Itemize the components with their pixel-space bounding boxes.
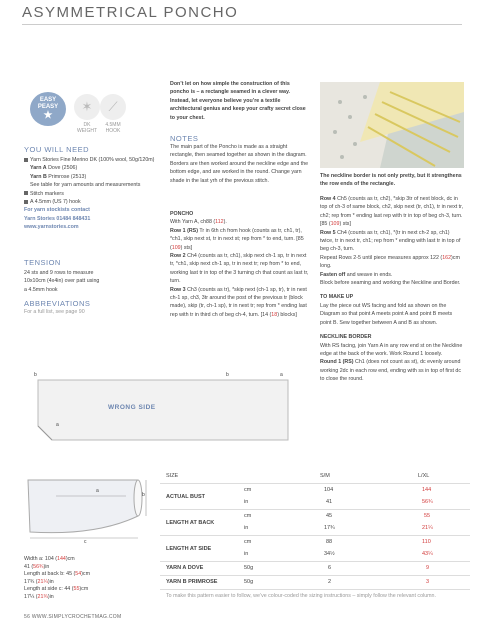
col-lxl: L/XL <box>418 473 430 479</box>
instructions-right <box>320 195 464 384</box>
make-up-heading: TO MAKE UP <box>320 294 354 301</box>
poncho-photo <box>320 82 464 168</box>
tension-line-3: a 4.5mm hook <box>24 286 58 293</box>
tension-heading: TENSION <box>24 258 61 267</box>
table-note: To make this pattern easier to follow, we’ve colour-coded the sizing instructions – simply follow the relevant column. <box>166 593 436 599</box>
yarn-weight-label: DK WEIGHT <box>77 122 97 134</box>
wrong-side-shape <box>30 372 292 447</box>
dimension-a: a <box>96 488 99 494</box>
needs-see-table: See table for yarn amounts and measurements <box>30 182 141 189</box>
table-row-yarn-b: YARN B PRIMROSE 50g 2 3 <box>160 579 470 590</box>
row-3: Row 3 Ch3 (counts as tr), *skip next (ch-1 sp, tr), tr in next ch-1 sp, ch3, 3tr around the post of the previous tr (block made), skip (tr, ch-1 sp), tr in next tr; rep from * ending last rep with tr in third ch of beg ch-4, turn. [14 (18) blocks] <box>170 286 307 318</box>
abbreviations-text: For a full list, see page 90 <box>24 309 85 315</box>
col-size: SIZE <box>166 473 179 479</box>
page-title: ASYMMETRICAL PONCHO <box>22 4 239 21</box>
row-4: Row 4 Ch5 (counts as tr, ch2), *skip 3tr of next block, dc in top of ch-3 of same block, ch2, skip next (tr, ch1), tr in next tr, ch2; rep from * ending last rep with tr in top of beg ch-3, turn. [85 (109) sts] <box>320 196 464 228</box>
side-in: 17¼ (21¾)in <box>24 593 54 600</box>
row-1: Row 1 (RS) Tr in 6th ch from hook (counts as tr, ch1, tr), *ch1, skip next st, tr in next st; rep from * to end, turn. [85 (109) sts] <box>170 227 304 251</box>
poncho-heading: PONCHO <box>170 211 194 217</box>
back-in: 17¾ (21¼)in <box>24 578 54 585</box>
hook-size-label: 4.5MM HOOK <box>105 122 121 134</box>
photo-caption: The neckline border is not only pretty, but it strengthens the row ends of the rectangle. <box>320 173 462 188</box>
dimension-b: b <box>142 492 145 498</box>
difficulty-label: EASY PEASY <box>37 97 59 110</box>
point-a-right: a <box>280 372 283 378</box>
yarn-weight-icon: ✶ <box>74 94 100 120</box>
point-a-left: a <box>56 422 59 428</box>
side-cm: Length at side c: 44 (55)cm <box>24 586 89 593</box>
abbreviations-section <box>24 299 156 316</box>
fasten-line: Fasten off and weave in ends. <box>320 271 393 278</box>
dimension-c: c <box>84 539 87 545</box>
block-line: Block before seaming and working the Neckline and Border. <box>320 280 461 287</box>
make-up-text: Lay the piece out WS facing and fold as shown on the Diagram so that point A meets point A and point B meets point B. Sew together between A and B as shown. <box>320 302 453 326</box>
measurements <box>24 556 156 602</box>
repeat-line: Repeat Rows 2-5 until piece measures approx 122 (162)cm long. <box>320 254 460 270</box>
round-1: Round 1 (RS) Ch1 (does not count as st), dc evenly around working 2dc in each row end, ending with ss in top of first dc to close the round. <box>320 359 462 383</box>
needs-yarn-a: Yarn A Dove (2506) <box>30 165 78 172</box>
poncho-photo-art <box>320 82 464 168</box>
row-2: Row 2 Ch4 (counts as tr, ch1), skip next ch-1 sp, tr in next tr, *ch1, skip next ch-1 sp, tr in next tr; rep from * to end, working last tr in top of the 3 turning ch that count as last tr, turn. <box>170 253 309 285</box>
you-will-need-heading: YOU WILL NEED <box>24 145 89 154</box>
star-icon: ★ <box>43 110 53 121</box>
needs-markers: Stitch markers <box>24 190 156 198</box>
table-header <box>160 473 470 484</box>
table-row: LENGTH AT BACK cm 45 55 in 17¾ 21¼ <box>160 513 470 536</box>
notes-section <box>170 134 310 185</box>
title-rule <box>22 24 462 25</box>
tension-section <box>24 258 156 294</box>
stockists-line-1: For yarn stockists contact <box>24 207 90 214</box>
point-b-left: b <box>34 372 37 378</box>
page-footer: 56 WWW.SIMPLYCROCHETMAG.COM <box>24 614 122 620</box>
hook-icon: ⟋ <box>100 94 126 120</box>
wrong-side-label: WRONG SIDE <box>108 404 156 411</box>
poncho-section <box>170 210 310 319</box>
needs-yarn-line: Yarn Stories Fine Merino DK (100% wool, 50g/120m) <box>24 156 156 164</box>
intro-text: Don’t let on how simple the construction of this poncho is – a rectangle seamed in a clever way. Instead, let everyone believe you’re a textile architectural genius and keep your crafty secret close to your chest. <box>170 81 306 121</box>
neckline-text: With RS facing, join Yarn A in any row end st on the Neckline edge at the back of the work. Work Round 1 loosely. <box>320 342 463 357</box>
cone-diagram <box>26 476 154 546</box>
tension-line-2: 10x10cm (4x4in) over patt using <box>24 278 100 285</box>
row-5: Row 5 Ch4 (counts as tr, ch1), *(tr in next ch-2 sp, ch1) twice, tr in next tr, ch1; rep from * ending with last tr in top of beg ch-3, turn. <box>320 229 461 253</box>
poncho-start: With Yarn A, ch88 (112). <box>170 219 227 226</box>
back-cm: Length at back b: 45 (54)cm <box>24 571 90 578</box>
abbreviations-heading: ABBREVIATIONS <box>24 299 91 308</box>
table-row: LENGTH AT SIDE cm 88 110 in 34½ 43¼ <box>160 539 470 562</box>
difficulty-badge <box>30 92 66 126</box>
table-row-yarn-a: YARN A DOVE 50g 6 9 <box>160 565 470 576</box>
stockists-line-2: Yarn Stories 01484 848431 <box>24 215 91 222</box>
width-in: 41 (56¾)in <box>24 563 50 570</box>
notes-text: The main part of the Poncho is made as a straight rectangle, then seamed together as shown in the diagram. Borders are then worked around the neckline edge and the bottom edge, and are worked in the round. Change yarn shade in the last yrh of the previous stitch. <box>170 144 309 184</box>
wrong-side-diagram <box>30 372 292 447</box>
cone-shape <box>26 476 154 546</box>
col-sm: S/M <box>320 473 330 479</box>
needs-yarn-b: Yarn B Primrose (2513) <box>30 173 87 180</box>
width-cm: Width a: 104 (144)cm <box>24 556 75 562</box>
point-b-right: b <box>226 372 229 378</box>
tension-line-1: 24 sts and 9 rows to measure <box>24 270 94 276</box>
neckline-heading: NECKLINE BORDER <box>320 334 372 341</box>
needs-hook: A 4.5mm (US 7) hook <box>24 198 156 206</box>
notes-heading: NOTES <box>170 134 199 143</box>
stockists-line-3[interactable]: www.yarnstories.com <box>24 224 79 231</box>
you-will-need-section <box>24 145 156 232</box>
table-row: ACTUAL BUST cm 104 144 in 41 56¾ <box>160 487 470 510</box>
